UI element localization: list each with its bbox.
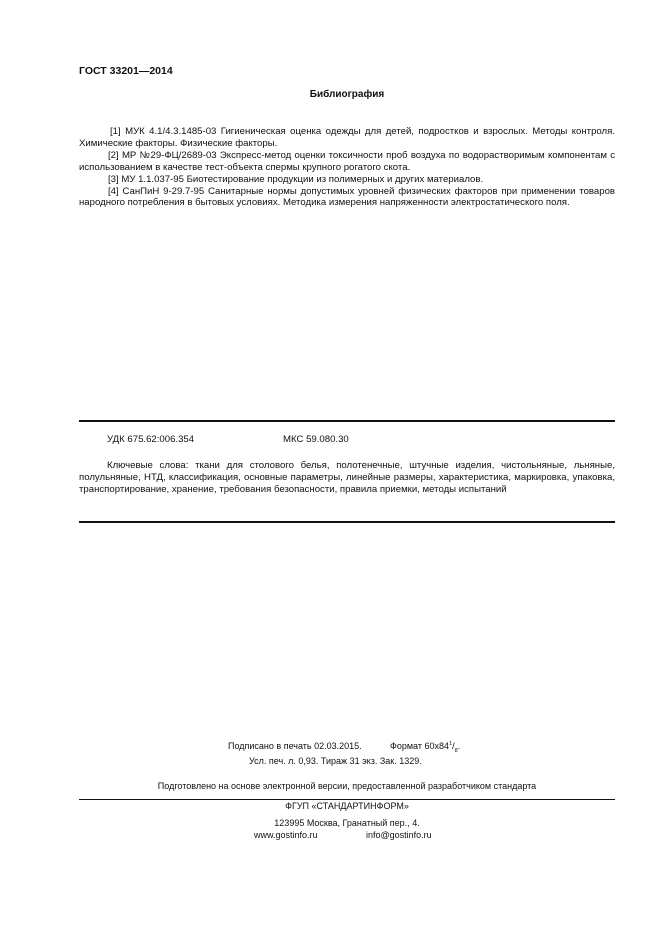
format-numerator: 1	[449, 741, 453, 747]
publisher-address: 123995 Москва, Гранатный пер., 4.	[274, 818, 420, 828]
standard-code: ГОСТ 33201—2014	[79, 65, 173, 77]
prepared-note: Подготовлено на основе электронной версии, предоставленной разработчиком стандарта	[157, 781, 537, 791]
website-link[interactable]: www.gostinfo.ru	[254, 830, 318, 840]
email-link[interactable]: info@gostinfo.ru	[366, 830, 432, 840]
bibliography-list	[79, 126, 615, 209]
middle-divider	[79, 521, 615, 523]
signed-date: Подписано в печать 02.03.2015.	[228, 741, 362, 751]
bibliography-title: Библиография	[309, 89, 385, 100]
bibliography-item: [1] МУК 4.1/4.3.1485-03 Гигиеническая оценка одежды для детей, подростков и взрослых. Методы контроля. Химические факторы. Физические факторы.	[79, 126, 615, 149]
udk-code: УДК 675.62:006.354	[107, 434, 195, 445]
format-prefix: Формат 60х84	[390, 741, 449, 751]
publisher-name: ФГУП «СТАНДАРТИНФОРМ»	[285, 801, 409, 811]
paper-format: Формат $60х84^1/_8$.	[390, 741, 461, 754]
print-details: Усл. печ. л. 0,93. Тираж 31 экз. Зак. 1329.	[249, 756, 422, 766]
bottom-divider	[79, 799, 615, 800]
mks-code: МКС 59.080.30	[283, 434, 349, 445]
top-divider	[79, 420, 615, 422]
keywords-text: Ключевые слова: ткани для столового белья, полотенечные, штучные изделия, чистольняные, льняные, полульняные, НТД, классификация, основные параметры, линейные размеры, характеристика, маркировка, упаковка, транспортирование, хранение, требования безопасности, правила приемки, методы испытаний	[79, 460, 615, 496]
format-suffix: .	[457, 741, 461, 751]
bibliography-item: [2] МР №29-ФЦ/2689-03 Экспресс-метод оценки токсичности проб воздуха по водорастворимым компонентам с использованием в качестве тест-объекта спермы крупного рогатого скота.	[79, 149, 615, 173]
format-denominator: 8	[454, 747, 458, 754]
bibliography-item: [4] СанПиН 9-29.7-95 Санитарные нормы допустимых уровней физических факторов при применении товаров народного потребления в бытовых условиях. Методика измерения напряженности электростатического поля.	[79, 185, 615, 209]
bibliography-item: [3] МУ 1.1.037-95 Биотестирование продукции из полимерных и других материалов.	[108, 173, 484, 185]
